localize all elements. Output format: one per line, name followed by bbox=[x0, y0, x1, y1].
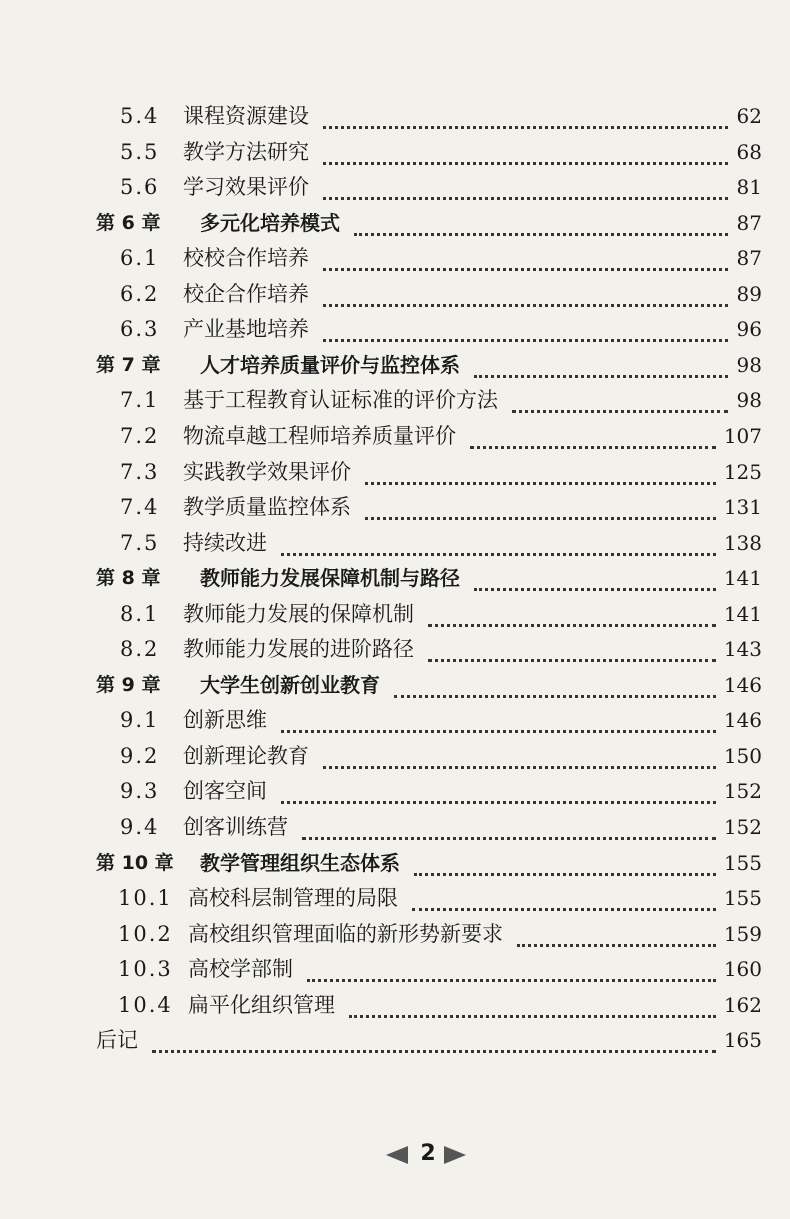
toc-entry-page: 159 bbox=[723, 921, 762, 946]
toc-entry bbox=[0, 525, 790, 561]
dot-leader bbox=[323, 284, 728, 307]
toc-entry bbox=[0, 631, 790, 667]
dot-leader bbox=[302, 817, 716, 840]
toc-entry-page: 146 bbox=[723, 672, 762, 697]
toc-entry bbox=[0, 134, 790, 170]
toc-entry-title: 课程资源建设 bbox=[183, 104, 309, 128]
dot-leader bbox=[365, 497, 716, 520]
triangle-right-icon bbox=[444, 1146, 466, 1164]
toc-entry-title: 学习效果评价 bbox=[183, 175, 309, 200]
toc-entry-number: 9.4 bbox=[120, 815, 160, 839]
triangle-left-icon bbox=[386, 1146, 408, 1164]
dot-leader bbox=[354, 213, 728, 236]
toc-entry-number: 5.4 bbox=[120, 104, 160, 128]
toc-entry-number: 9.2 bbox=[120, 743, 160, 768]
toc-entry-title: 持续改进 bbox=[183, 530, 267, 555]
toc-entry bbox=[0, 916, 790, 952]
toc-entry-number: 10.2 bbox=[118, 921, 173, 946]
toc-entry-number: 第 9 章 bbox=[96, 673, 161, 696]
toc-entry-title: 创客空间 bbox=[183, 779, 267, 804]
toc-entry-number: 7.4 bbox=[120, 495, 160, 520]
toc-entry bbox=[0, 418, 790, 454]
toc-entry-title: 创客训练营 bbox=[183, 815, 288, 839]
toc-entry-title: 物流卓越工程师培养质量评价 bbox=[183, 423, 456, 448]
toc-entry bbox=[0, 98, 790, 134]
toc-entry-title: 大学生创新创业教育 bbox=[200, 672, 380, 697]
toc-entry-title: 后记 bbox=[96, 1028, 138, 1053]
toc-entry bbox=[0, 845, 790, 881]
toc-entry-page: 162 bbox=[723, 992, 762, 1017]
toc-entry-number: 第 10 章 bbox=[96, 851, 174, 874]
dot-leader bbox=[428, 639, 716, 662]
toc-entry bbox=[0, 276, 790, 312]
toc-entry-title: 扁平化组织管理 bbox=[188, 992, 335, 1017]
toc-entry bbox=[0, 702, 790, 738]
toc-entry-number: 6.1 bbox=[120, 246, 160, 271]
dot-leader bbox=[428, 604, 716, 627]
dot-leader bbox=[323, 319, 728, 342]
dot-leader bbox=[512, 390, 728, 413]
toc-entry-title: 校企合作培养 bbox=[183, 281, 309, 306]
toc-entry-title: 创新理论教育 bbox=[183, 743, 309, 768]
toc-entry-title: 实践教学效果评价 bbox=[183, 459, 351, 484]
toc-entry bbox=[0, 738, 790, 774]
toc-entry bbox=[0, 454, 790, 490]
toc-entry-page: 81 bbox=[736, 175, 762, 200]
toc-entry-page: 89 bbox=[736, 281, 762, 306]
dot-leader bbox=[323, 177, 728, 200]
toc-entry-number: 6.2 bbox=[120, 281, 160, 306]
toc-entry bbox=[0, 240, 790, 276]
toc-entry-number: 10.3 bbox=[118, 957, 173, 982]
toc-entry-page: 141 bbox=[723, 601, 762, 626]
toc-entry-page: 150 bbox=[723, 743, 762, 768]
dot-leader bbox=[152, 1030, 716, 1053]
dot-leader bbox=[323, 746, 716, 769]
toc-entry-page: 165 bbox=[723, 1028, 762, 1053]
toc-entry-page: 96 bbox=[736, 317, 762, 342]
toc-entry-title: 基于工程教育认证标准的评价方法 bbox=[183, 388, 498, 413]
toc-entry-page: 98 bbox=[736, 388, 762, 413]
toc-entry-number: 7.3 bbox=[120, 459, 160, 484]
toc-entry-title: 教师能力发展保障机制与路径 bbox=[200, 566, 460, 591]
dot-leader bbox=[281, 710, 716, 733]
toc-entry-page: 152 bbox=[723, 815, 762, 839]
toc-entry bbox=[0, 382, 790, 418]
toc-entry-title: 教学管理组织生态体系 bbox=[200, 850, 400, 875]
page-number: 2 bbox=[420, 1141, 436, 1166]
toc-entry-title: 校校合作培养 bbox=[183, 246, 309, 271]
toc-entry bbox=[0, 809, 790, 845]
toc-entry bbox=[0, 987, 790, 1023]
toc-entry-number: 10.4 bbox=[118, 992, 173, 1017]
toc-entry-title: 多元化培养模式 bbox=[200, 210, 340, 235]
toc-entry bbox=[0, 596, 790, 632]
dot-leader bbox=[412, 888, 716, 911]
toc-entry bbox=[0, 311, 790, 347]
toc-entry bbox=[0, 169, 790, 205]
toc-entry bbox=[0, 489, 790, 525]
dot-leader bbox=[281, 781, 716, 804]
toc-entry-title: 教学方法研究 bbox=[183, 139, 309, 164]
toc-entry bbox=[0, 667, 790, 703]
toc-entry-number: 5.5 bbox=[120, 139, 160, 164]
dot-leader bbox=[349, 995, 716, 1018]
toc-entry-page: 107 bbox=[723, 423, 762, 448]
toc-entry bbox=[0, 560, 790, 596]
dot-leader bbox=[474, 355, 728, 378]
toc-entry-number: 第 7 章 bbox=[96, 353, 161, 376]
toc-entry bbox=[0, 347, 790, 383]
toc-entry bbox=[0, 880, 790, 916]
toc-entry-title: 教学质量监控体系 bbox=[183, 495, 351, 520]
toc-entry-page: 87 bbox=[736, 246, 762, 271]
dot-leader bbox=[323, 106, 728, 129]
toc-entry-page: 87 bbox=[736, 210, 762, 235]
dot-leader bbox=[323, 248, 728, 271]
toc-entry-number: 5.6 bbox=[120, 175, 160, 200]
dot-leader bbox=[517, 924, 716, 947]
toc-entry-title: 高校科层制管理的局限 bbox=[188, 886, 398, 911]
toc-entry-title: 教师能力发展的保障机制 bbox=[183, 601, 414, 626]
toc-entry-number: 10.1 bbox=[118, 886, 173, 911]
toc-entry-page: 152 bbox=[723, 779, 762, 804]
toc-entry-page: 138 bbox=[723, 530, 762, 555]
toc-entry-number: 8.1 bbox=[120, 601, 160, 626]
dot-leader bbox=[470, 426, 716, 449]
toc-entry-number: 6.3 bbox=[120, 317, 160, 342]
toc-entry-number: 9.3 bbox=[120, 779, 160, 804]
dot-leader bbox=[365, 462, 716, 485]
toc-entry-page: 141 bbox=[723, 566, 762, 591]
toc-entry-page: 125 bbox=[723, 459, 762, 484]
toc-entry-number: 第 6 章 bbox=[96, 211, 161, 234]
dot-leader bbox=[394, 675, 716, 698]
toc-entry-page: 155 bbox=[723, 850, 762, 875]
dot-leader bbox=[281, 533, 716, 556]
toc-entry-number: 7.2 bbox=[120, 423, 160, 448]
toc-entry-page: 143 bbox=[723, 637, 762, 662]
toc-entry-title: 高校学部制 bbox=[188, 957, 293, 982]
toc-entry-title: 高校组织管理面临的新形势新要求 bbox=[188, 921, 503, 946]
toc-entry-page: 62 bbox=[736, 104, 762, 128]
toc-entry bbox=[0, 951, 790, 987]
page-folio bbox=[382, 1132, 472, 1172]
toc-entry bbox=[0, 773, 790, 809]
toc-entry-number: 9.1 bbox=[120, 708, 160, 733]
toc-entry bbox=[0, 1022, 790, 1058]
toc-entry-page: 131 bbox=[723, 495, 762, 520]
toc-entry-page: 98 bbox=[736, 352, 762, 377]
dot-leader bbox=[323, 142, 728, 165]
toc-entry-page: 155 bbox=[723, 886, 762, 911]
toc-entry-number: 8.2 bbox=[120, 637, 160, 662]
toc-entry-title: 产业基地培养 bbox=[183, 317, 309, 342]
toc-entry-title: 人才培养质量评价与监控体系 bbox=[200, 352, 460, 377]
toc-entry-page: 68 bbox=[736, 139, 762, 164]
toc-entry-number: 7.1 bbox=[120, 388, 160, 413]
dot-leader bbox=[474, 568, 716, 591]
toc-entry-title: 教师能力发展的进阶路径 bbox=[183, 637, 414, 662]
dot-leader bbox=[307, 959, 716, 982]
dot-leader bbox=[414, 853, 716, 876]
toc-entry-title: 创新思维 bbox=[183, 708, 267, 733]
toc-entry-page: 146 bbox=[723, 708, 762, 733]
toc-entry-number: 第 8 章 bbox=[96, 567, 161, 590]
toc-entry bbox=[0, 205, 790, 241]
toc-entry-page: 160 bbox=[723, 957, 762, 982]
toc-entry-number: 7.5 bbox=[120, 530, 160, 555]
